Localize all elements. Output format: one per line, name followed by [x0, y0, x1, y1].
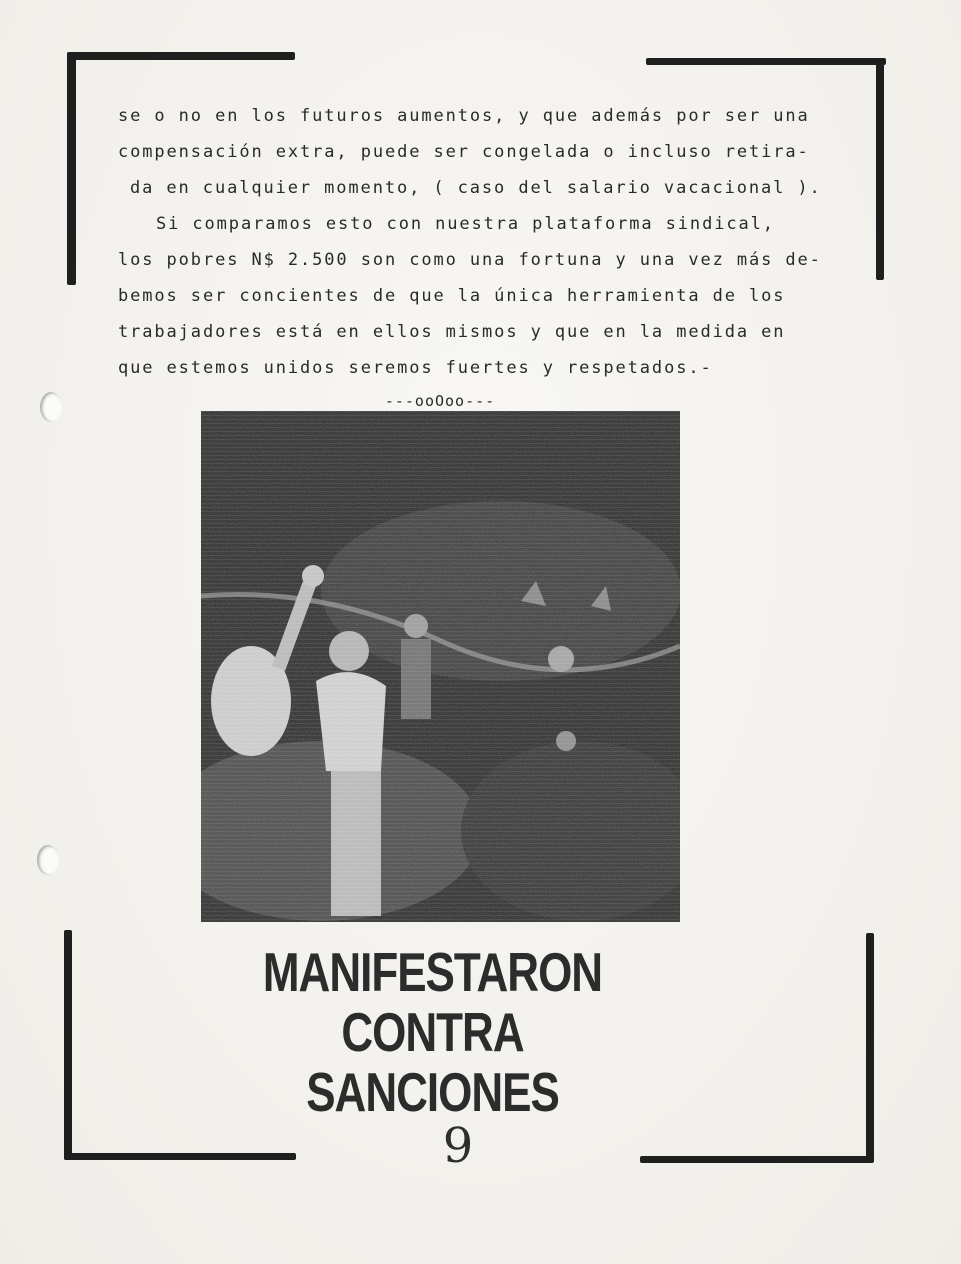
headline-line-2: CONTRA	[341, 1002, 524, 1064]
text-line: los pobres N$ 2.500 son como una fortuna y una vez más de-	[118, 250, 822, 270]
frame-top-right-horizontal	[646, 58, 886, 65]
text-line: da en cualquier momento, ( caso del salario vacacional ).	[130, 178, 822, 198]
text-line: que estemos unidos seremos fuertes y respetados.-	[118, 358, 713, 378]
frame-top-left-horizontal	[67, 52, 295, 60]
text-line: compensación extra, puede ser congelada o incluso retira-	[118, 142, 810, 162]
headline-line-1: MANIFESTARON	[262, 942, 603, 1004]
frame-bottom-left-vertical	[64, 930, 72, 1160]
text-line: se o no en los futuros aumentos, y que además por ser una	[118, 106, 810, 126]
frame-bottom-right-vertical	[866, 933, 874, 1163]
punch-hole-lower	[37, 845, 59, 875]
text-line: Si comparamos esto con nuestra plataforma sindical,	[156, 214, 775, 234]
text-line: trabajadores está en ellos mismos y que en la medida en	[118, 322, 786, 342]
frame-bottom-left-horizontal	[64, 1153, 296, 1160]
text-line: bemos ser concientes de que la única herramienta de los	[118, 286, 786, 306]
frame-top-left-vertical	[67, 52, 76, 285]
frame-top-right-vertical	[876, 60, 884, 280]
frame-bottom-right-horizontal	[640, 1156, 872, 1163]
section-separator: ---ooOoo---	[384, 392, 496, 410]
punch-hole-upper	[40, 392, 62, 422]
typed-paragraph	[118, 98, 863, 386]
page-number: 9	[442, 1118, 474, 1174]
protest-photo	[201, 411, 680, 922]
headline-line-3: SANCIONES	[306, 1062, 559, 1124]
